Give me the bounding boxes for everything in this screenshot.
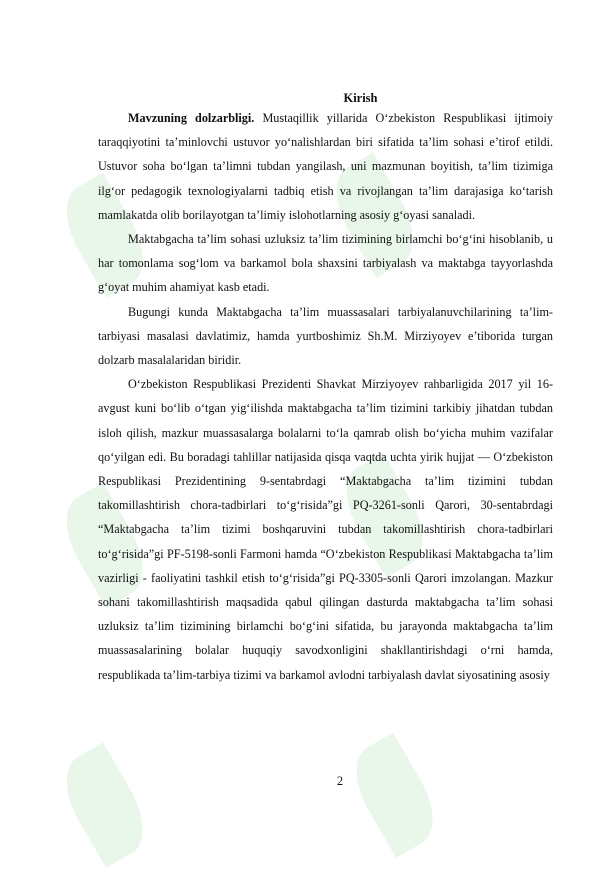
- page-number: 2: [336, 774, 344, 788]
- paragraph-text: Maktabgacha ta’lim sohasi uzluksiz ta’lim tizimining birlamchi bo‘g‘ini hisoblanib, u har tomonlama sog‘lom va barkamol bola shaxsini tarbiyalash va maktabga tayyorlashda g‘oyat muhim ahamiyat kasb etadi.: [98, 232, 553, 295]
- paragraph: [98, 300, 553, 373]
- paragraph-text: O‘zbekiston Respublikasi Prezidenti Shavkat Mirziyoyev rahbarligida 2017 yil 16-avgust kuni bo‘lib o‘tgan yig‘ilishda maktabgacha ta’lim tizimini tarkibiy jihatdan tubdan isloh qilish, mazkur muassasalarga bolalarni to‘la qamrab olish bo‘yicha muhim vazifalar qo‘yilgan edi. Bu boradagi tahlillar natijasida qisqa vaqtda uchta yirik hujjat — O‘zbekiston Respublikasi Prezidentining 9-sentabrdagi “Maktabgacha ta’lim tizimini tubdan takomillashtirish chora-tadbirlari to‘g‘risida”gi PQ-3261-sonli Qarori, 30-sentabrdagi “Maktabgacha ta’lim tizimi boshqaruvini tubdan takomillashtirish chora-tadbirlari to‘g‘risida”gi PF-5198-sonli Farmoni hamda “O‘zbekiston Respublikasi Maktabgacha ta’lim vazirligi - faoliyatini tashkil etish to‘g‘risida”gi PQ-3305-sonli Qarori imzolangan. Mazkur sohani takomillashtirish maqsadida qabul qilingan dasturda maktabgacha ta’lim sohasi uzluksiz ta’lim tizimining birlamchi bo‘g‘ini sifatida, bu jarayonda maktabgacha ta’lim muassasalarining bolalar huquqiy savodxonligini shakllantirishdagi o‘rni hamda, respublikada ta’lim-tarbiya tizimi va barkamol avlodni tarbiyalash davlat siyosatining asosiy: [98, 377, 553, 682]
- paragraph-text: Bugungi kunda Maktabgacha ta’lim muassasalari tarbiyalanuvchilarining ta’lim-tarbiyasi masalasi davlatimiz, hamda yurtboshimiz Sh.M. Mirziyoyev e’tiborida turgan dolzarb masalalaridan biridir.: [98, 304, 553, 368]
- paragraph: [98, 372, 553, 687]
- document-body: [98, 90, 553, 687]
- paragraph-relevance: [98, 106, 553, 227]
- paragraph-text: Mustaqillik yillarida O‘zbekiston Respublikasi ijtimoiy taraqqiyotini ta’minlovchi ustuvor yo‘nalishlardan biri sifatida ta’lim sohasi e’tirof etildi. Ustuvor soha bo‘lgan ta’limni tubdan yangilash, uni mazmunan boyitish, ta’lim tizimiga ilg‘or pedagogik texnologiyalarni tadbiq etish va rivojlangan ta’lim darajasiga ko‘tarish mamlakatda olib borilayotgan ta’limiy islohotlarning asosiy g‘oyasi sanaladi.: [98, 111, 553, 222]
- section-heading: Kirish: [343, 91, 378, 105]
- paragraph-lead: Mavzuning dolzarbligi.: [128, 111, 255, 125]
- paragraph: [98, 227, 553, 300]
